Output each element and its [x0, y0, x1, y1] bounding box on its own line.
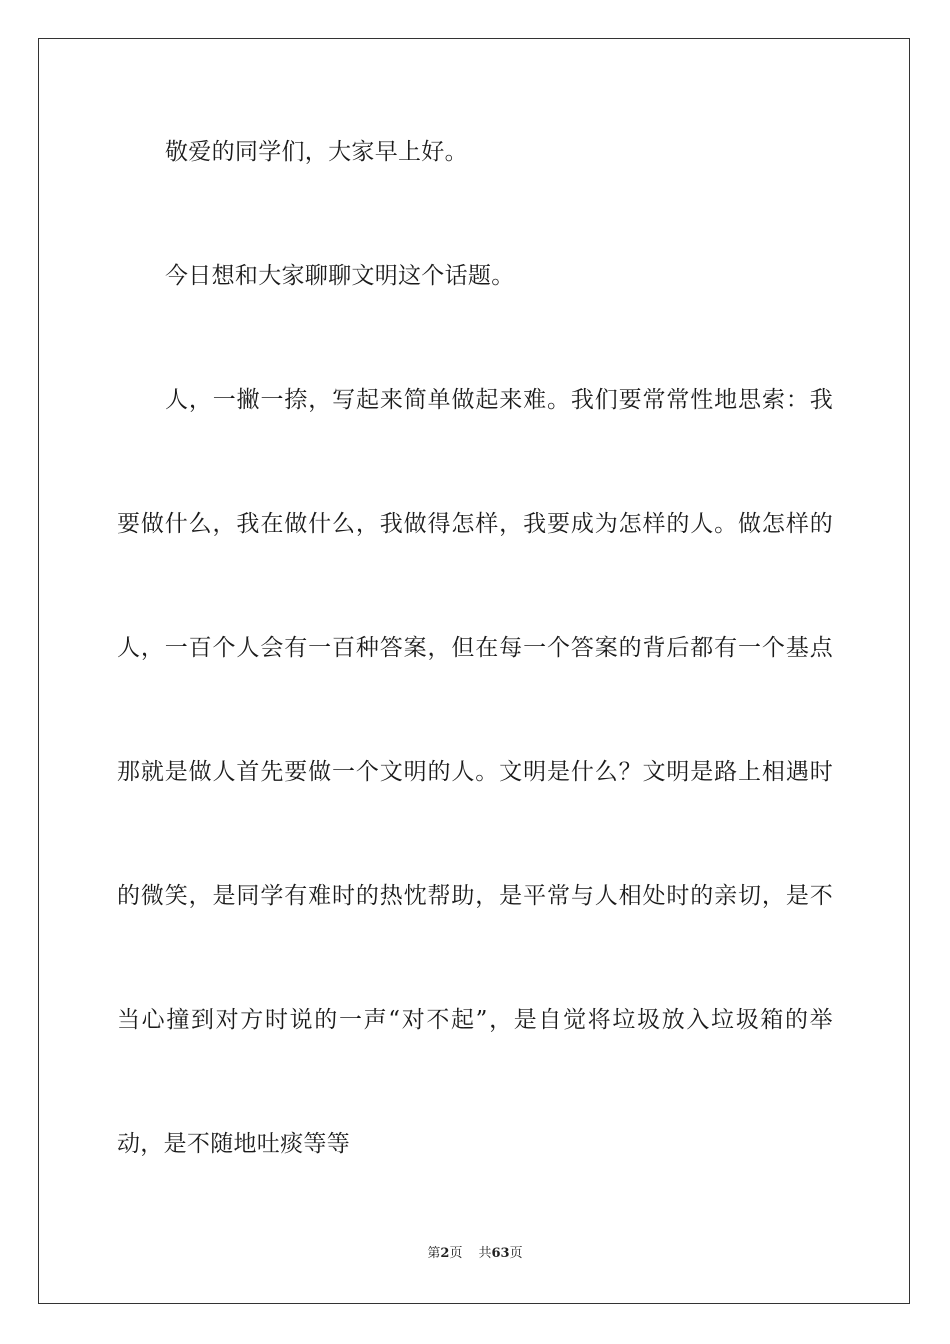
total-suffix: 页 — [509, 1246, 523, 1261]
body-line: 人，一百个人会有一百种答案，但在每一个答案的背后都有一个基点 — [117, 635, 833, 661]
body-line: 那就是做人首先要做一个文明的人。文明是什么？文明是路上相遇时 — [117, 759, 833, 785]
page-prefix: 第 — [427, 1246, 441, 1261]
body-line: 人，一撇一捺，写起来简单做起来难。我们要常常性地思索：我 — [165, 387, 833, 413]
page-number: 2 — [440, 1246, 450, 1261]
body-line: 动，是不随地吐痰等等 — [117, 1131, 350, 1157]
body-line: 要做什么，我在做什么，我做得怎样，我要成为怎样的人。做怎样的 — [117, 511, 833, 537]
page-border — [38, 38, 910, 1304]
paragraph-greeting: 敬爱的同学们，大家早上好。 — [165, 139, 468, 165]
body-line: 的微笑，是同学有难时的热忱帮助，是平常与人相处时的亲切，是不 — [117, 883, 833, 909]
total-prefix: 共 — [478, 1246, 492, 1261]
body-line: 当心撞到对方时说的一声“对不起”，是自觉将垃圾放入垃圾箱的举 — [117, 1007, 833, 1033]
paragraph-topic: 今日想和大家聊聊文明这个话题。 — [165, 263, 515, 289]
page-suffix: 页 — [449, 1246, 463, 1261]
page-footer — [0, 1245, 950, 1263]
total-pages: 63 — [491, 1246, 510, 1261]
